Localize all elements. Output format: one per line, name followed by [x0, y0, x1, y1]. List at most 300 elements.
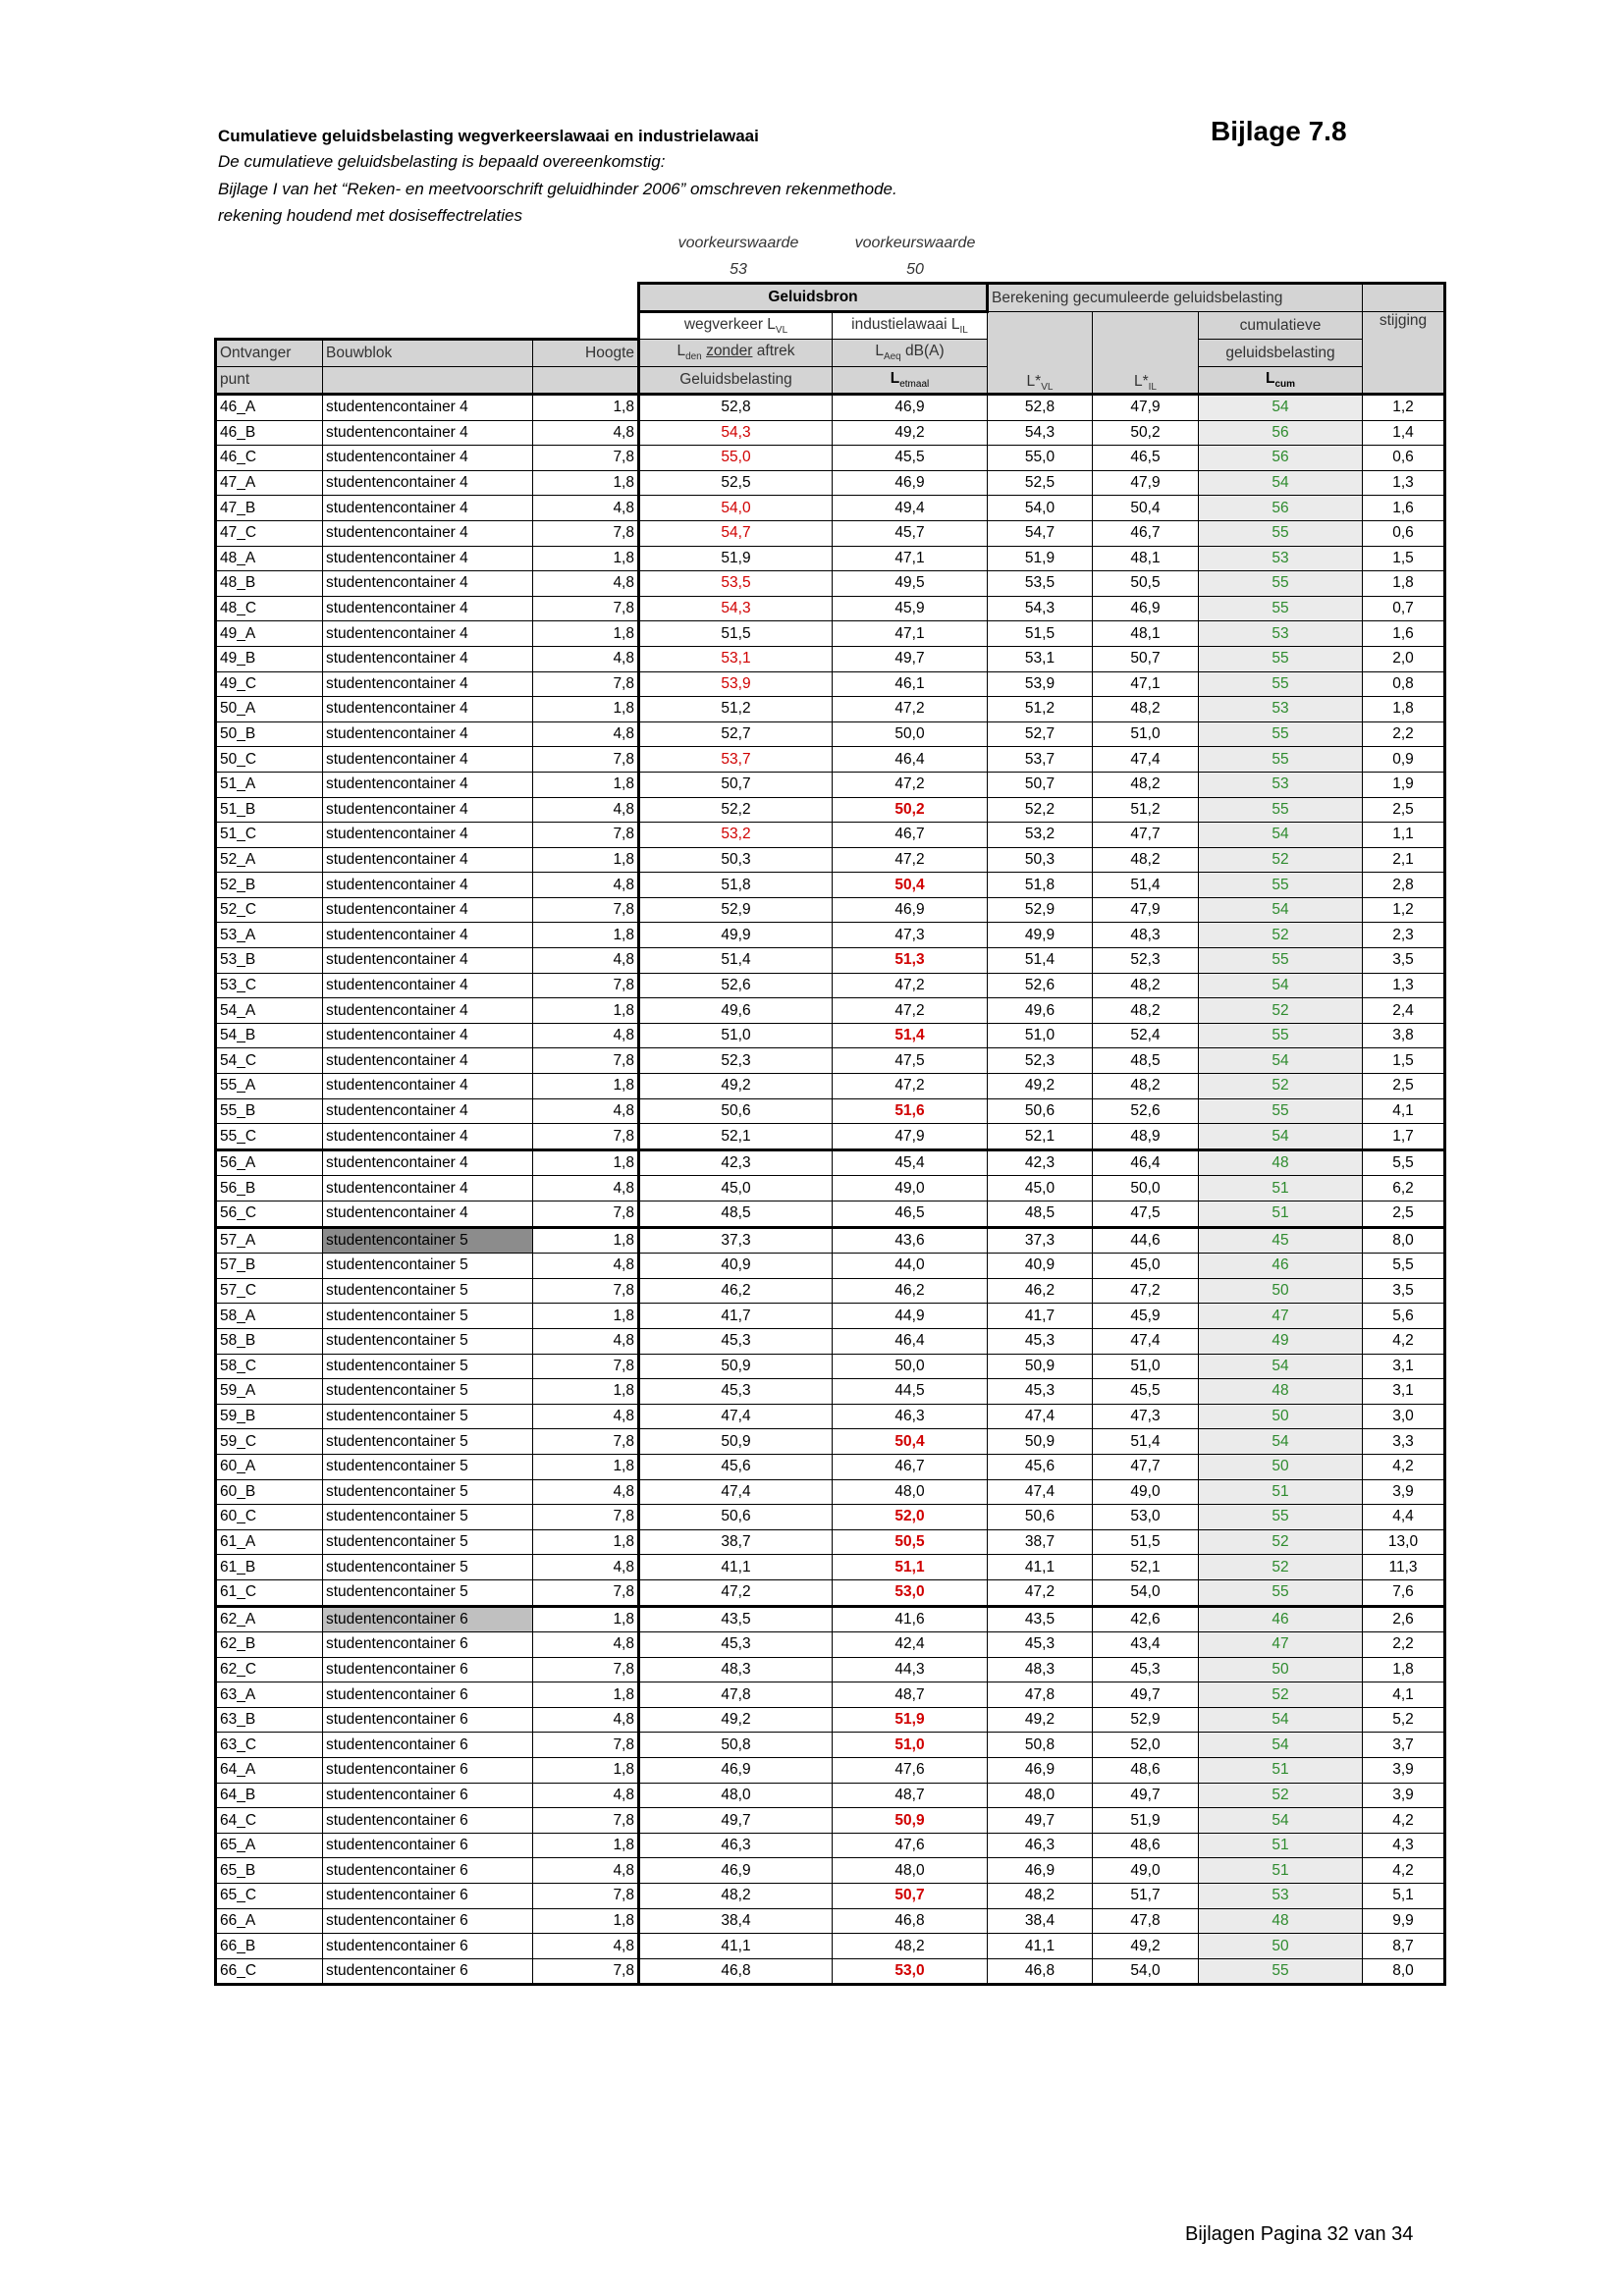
cell-hoogte: 4,8 — [533, 873, 639, 898]
cell-industrie: 49,0 — [833, 1176, 988, 1201]
cell-hoogte: 4,8 — [533, 571, 639, 597]
cell-lil: 49,7 — [1093, 1783, 1199, 1808]
cell-lcum: 52 — [1199, 1783, 1363, 1808]
cell-hoogte: 7,8 — [533, 1354, 639, 1379]
cell-lil: 52,1 — [1093, 1555, 1199, 1580]
table-row — [216, 1201, 1445, 1228]
cell-hoogte: 7,8 — [533, 1657, 639, 1682]
cell-ontvanger: 53_C — [216, 973, 323, 998]
table-row — [216, 747, 1445, 773]
cell-lcum: 47 — [1199, 1632, 1363, 1658]
cell-hoogte: 4,8 — [533, 1783, 639, 1808]
cell-wegverkeer: 41,1 — [639, 1555, 833, 1580]
cell-hoogte: 1,8 — [533, 1379, 639, 1405]
cell-lvl: 37,3 — [988, 1227, 1093, 1254]
cell-wegverkeer: 41,7 — [639, 1304, 833, 1329]
cell-lil: 47,4 — [1093, 747, 1199, 773]
cell-lvl: 46,8 — [988, 1958, 1093, 1985]
cell-hoogte: 7,8 — [533, 823, 639, 848]
cell-lvl: 53,1 — [988, 646, 1093, 671]
table-row — [216, 1098, 1445, 1124]
cell-bouwblok: studentencontainer 6 — [323, 1733, 533, 1758]
cell-bouwblok: studentencontainer 4 — [323, 1098, 533, 1124]
cell-industrie: 46,9 — [833, 470, 988, 496]
cell-stijging: 2,2 — [1363, 1632, 1445, 1658]
cell-bouwblok: studentencontainer 5 — [323, 1529, 533, 1555]
cell-ontvanger: 48_B — [216, 571, 323, 597]
cell-hoogte: 4,8 — [533, 1858, 639, 1884]
cell-ontvanger: 62_B — [216, 1632, 323, 1658]
cell-stijging: 0,7 — [1363, 596, 1445, 621]
cell-bouwblok: studentencontainer 6 — [323, 1632, 533, 1658]
cell-bouwblok: studentencontainer 5 — [323, 1454, 533, 1479]
cell-industrie: 53,0 — [833, 1579, 988, 1606]
preference-value-label-industry: voorkeurswaarde — [854, 235, 976, 251]
cell-wegverkeer: 49,6 — [639, 998, 833, 1024]
cell-ontvanger: 58_A — [216, 1304, 323, 1329]
cell-lcum: 55 — [1199, 1098, 1363, 1124]
cell-industrie: 48,7 — [833, 1682, 988, 1708]
cell-lcum: 51 — [1199, 1833, 1363, 1858]
cell-lcum: 55 — [1199, 1023, 1363, 1048]
cell-lil: 49,0 — [1093, 1858, 1199, 1884]
cell-lvl: 41,7 — [988, 1304, 1093, 1329]
cell-lvl: 53,5 — [988, 571, 1093, 597]
cell-industrie: 47,2 — [833, 847, 988, 873]
cell-lcum: 54 — [1199, 1808, 1363, 1834]
cell-industrie: 51,1 — [833, 1555, 988, 1580]
table-row — [216, 721, 1445, 747]
cell-wegverkeer: 48,0 — [639, 1783, 833, 1808]
cell-ontvanger: 50_A — [216, 697, 323, 722]
cell-industrie: 49,5 — [833, 571, 988, 597]
header-industrielawaai: industielawaai $L_{IL}$ — [833, 312, 988, 340]
cell-lvl: 46,2 — [988, 1278, 1093, 1304]
cell-bouwblok: studentencontainer 6 — [323, 1908, 533, 1934]
cell-hoogte: 4,8 — [533, 948, 639, 974]
table-row — [216, 1632, 1445, 1658]
cell-hoogte: 7,8 — [533, 1505, 639, 1530]
cell-industrie: 47,1 — [833, 621, 988, 647]
cell-lcum: 56 — [1199, 446, 1363, 471]
cell-industrie: 51,3 — [833, 948, 988, 974]
cell-hoogte: 4,8 — [533, 1098, 639, 1124]
cell-lil: 48,2 — [1093, 973, 1199, 998]
cell-lvl: 49,2 — [988, 1707, 1093, 1733]
cell-ontvanger: 54_B — [216, 1023, 323, 1048]
cell-bouwblok: studentencontainer 5 — [323, 1479, 533, 1505]
cell-stijging: 1,3 — [1363, 973, 1445, 998]
cell-hoogte: 7,8 — [533, 1733, 639, 1758]
cell-bouwblok: studentencontainer 4 — [323, 646, 533, 671]
cell-hoogte: 1,8 — [533, 1227, 639, 1254]
cell-lcum: 54 — [1199, 897, 1363, 923]
cell-lvl: 52,9 — [988, 897, 1093, 923]
cell-industrie: 51,0 — [833, 1733, 988, 1758]
cell-bouwblok: studentencontainer 6 — [323, 1657, 533, 1682]
cell-ontvanger: 62_A — [216, 1606, 323, 1632]
cell-bouwblok: studentencontainer 4 — [323, 897, 533, 923]
cell-industrie: 46,7 — [833, 823, 988, 848]
cell-lvl: 40,9 — [988, 1254, 1093, 1279]
cell-hoogte: 1,8 — [533, 1454, 639, 1479]
cell-wegverkeer: 52,2 — [639, 797, 833, 823]
cell-stijging: 2,1 — [1363, 847, 1445, 873]
table-row — [216, 420, 1445, 446]
cell-lcum: 54 — [1199, 470, 1363, 496]
cell-lil: 50,4 — [1093, 496, 1199, 521]
table-row — [216, 1304, 1445, 1329]
cell-lil: 51,9 — [1093, 1808, 1199, 1834]
cell-lil: 48,1 — [1093, 621, 1199, 647]
cell-wegverkeer: 54,7 — [639, 520, 833, 546]
cell-lcum: 55 — [1199, 1579, 1363, 1606]
cell-bouwblok: studentencontainer 4 — [323, 671, 533, 697]
cell-wegverkeer: 43,5 — [639, 1606, 833, 1632]
cell-lcum: 55 — [1199, 797, 1363, 823]
cell-lvl: 41,1 — [988, 1934, 1093, 1959]
cell-bouwblok: studentencontainer 4 — [323, 546, 533, 571]
cell-ontvanger: 51_A — [216, 772, 323, 797]
cell-industrie: 41,6 — [833, 1606, 988, 1632]
cell-ontvanger: 63_B — [216, 1707, 323, 1733]
cell-industrie: 46,7 — [833, 1454, 988, 1479]
cell-lvl: 50,6 — [988, 1505, 1093, 1530]
cell-lcum: 54 — [1199, 1733, 1363, 1758]
table-row — [216, 847, 1445, 873]
cell-ontvanger: 55_A — [216, 1074, 323, 1099]
cell-bouwblok: studentencontainer 6 — [323, 1707, 533, 1733]
table-row — [216, 1833, 1445, 1858]
cell-lcum: 52 — [1199, 998, 1363, 1024]
cell-stijging: 8,0 — [1363, 1958, 1445, 1985]
table-row — [216, 1404, 1445, 1429]
preference-value-label-road: voorkeurswaarde — [677, 235, 799, 251]
cell-industrie: 47,2 — [833, 1074, 988, 1099]
header-geluidsbelasting-weg: Geluidsbelasting — [639, 367, 833, 395]
cell-wegverkeer: 50,3 — [639, 847, 833, 873]
cell-bouwblok: studentencontainer 4 — [323, 797, 533, 823]
table-row — [216, 1124, 1445, 1150]
cell-lil: 47,5 — [1093, 1201, 1199, 1228]
cell-industrie: 50,9 — [833, 1808, 988, 1834]
cell-hoogte: 1,8 — [533, 772, 639, 797]
cell-lcum: 55 — [1199, 1958, 1363, 1985]
cell-hoogte: 1,8 — [533, 998, 639, 1024]
cell-wegverkeer: 51,9 — [639, 546, 833, 571]
cell-hoogte: 1,8 — [533, 1758, 639, 1784]
cell-stijging: 8,7 — [1363, 1934, 1445, 1959]
cell-stijging: 1,8 — [1363, 697, 1445, 722]
cell-hoogte: 7,8 — [533, 1201, 639, 1228]
subtitle-line-2: Bijlage I van het “Reken- en meetvoorschrift geluidhinder 2006” omschreven rekenmethode. — [218, 180, 897, 198]
cell-lil: 43,4 — [1093, 1632, 1199, 1658]
cell-industrie: 47,2 — [833, 973, 988, 998]
cell-stijging: 3,9 — [1363, 1783, 1445, 1808]
cell-bouwblok: studentencontainer 4 — [323, 1074, 533, 1099]
cell-stijging: 2,4 — [1363, 998, 1445, 1024]
cell-wegverkeer: 47,8 — [639, 1682, 833, 1708]
cell-lcum: 54 — [1199, 823, 1363, 848]
cell-ontvanger: 64_B — [216, 1783, 323, 1808]
cell-bouwblok: studentencontainer 6 — [323, 1958, 533, 1985]
cell-hoogte: 4,8 — [533, 1632, 639, 1658]
cell-lcum: 49 — [1199, 1328, 1363, 1354]
cell-wegverkeer: 52,5 — [639, 470, 833, 496]
cell-lil: 48,3 — [1093, 923, 1199, 948]
cell-lvl: 51,9 — [988, 546, 1093, 571]
cell-lcum: 50 — [1199, 1454, 1363, 1479]
table-row — [216, 395, 1445, 421]
cell-bouwblok: studentencontainer 6 — [323, 1682, 533, 1708]
cell-industrie: 44,0 — [833, 1254, 988, 1279]
table-row — [216, 520, 1445, 546]
cell-wegverkeer: 50,8 — [639, 1733, 833, 1758]
cell-hoogte: 4,8 — [533, 797, 639, 823]
cell-ontvanger: 65_C — [216, 1884, 323, 1909]
table-row — [216, 470, 1445, 496]
cell-industrie: 46,4 — [833, 1328, 988, 1354]
cell-wegverkeer: 46,9 — [639, 1758, 833, 1784]
cell-ontvanger: 63_A — [216, 1682, 323, 1708]
cell-lil: 48,2 — [1093, 772, 1199, 797]
cell-lil: 50,2 — [1093, 420, 1199, 446]
cell-lcum: 54 — [1199, 395, 1363, 421]
cell-ontvanger: 52_C — [216, 897, 323, 923]
cell-lvl: 54,7 — [988, 520, 1093, 546]
cell-lcum: 45 — [1199, 1227, 1363, 1254]
cell-industrie: 52,0 — [833, 1505, 988, 1530]
table-row — [216, 1783, 1445, 1808]
cell-stijging: 1,2 — [1363, 395, 1445, 421]
cell-lvl: 52,3 — [988, 1048, 1093, 1074]
cell-lvl: 38,7 — [988, 1529, 1093, 1555]
cell-stijging: 8,0 — [1363, 1227, 1445, 1254]
cell-industrie: 49,2 — [833, 420, 988, 446]
cell-bouwblok: studentencontainer 4 — [323, 1149, 533, 1176]
cell-stijging: 1,3 — [1363, 470, 1445, 496]
subtitle-line-1: De cumulatieve geluidsbelasting is bepaald overeenkomstig: — [218, 152, 666, 171]
cell-lcum: 52 — [1199, 1074, 1363, 1099]
cell-ontvanger: 49_B — [216, 646, 323, 671]
cell-hoogte: 4,8 — [533, 1404, 639, 1429]
cell-lil: 47,9 — [1093, 395, 1199, 421]
table-row — [216, 1278, 1445, 1304]
cell-ontvanger: 62_C — [216, 1657, 323, 1682]
cell-ontvanger: 53_B — [216, 948, 323, 974]
cell-hoogte: 4,8 — [533, 1176, 639, 1201]
cell-stijging: 4,2 — [1363, 1454, 1445, 1479]
cell-stijging: 3,5 — [1363, 948, 1445, 974]
cell-lcum: 50 — [1199, 1657, 1363, 1682]
cell-bouwblok: studentencontainer 5 — [323, 1304, 533, 1329]
cell-bouwblok: studentencontainer 5 — [323, 1555, 533, 1580]
cell-stijging: 3,9 — [1363, 1479, 1445, 1505]
cell-stijging: 3,7 — [1363, 1733, 1445, 1758]
cell-wegverkeer: 47,4 — [639, 1404, 833, 1429]
cell-hoogte: 1,8 — [533, 1833, 639, 1858]
cell-ontvanger: 60_B — [216, 1479, 323, 1505]
cell-lvl: 45,3 — [988, 1328, 1093, 1354]
table-row — [216, 948, 1445, 974]
cell-bouwblok: studentencontainer 4 — [323, 823, 533, 848]
cell-lcum: 50 — [1199, 1278, 1363, 1304]
cell-ontvanger: 48_A — [216, 546, 323, 571]
cell-industrie: 53,0 — [833, 1958, 988, 1985]
header-letmaal: $L_{etmaal}$ — [833, 367, 988, 395]
cell-stijging: 4,4 — [1363, 1505, 1445, 1530]
cell-bouwblok: studentencontainer 4 — [323, 470, 533, 496]
cell-lvl: 51,8 — [988, 873, 1093, 898]
cell-lcum: 51 — [1199, 1758, 1363, 1784]
cell-lil: 48,1 — [1093, 546, 1199, 571]
cell-bouwblok: studentencontainer 4 — [323, 496, 533, 521]
table-row — [216, 1379, 1445, 1405]
cell-lvl: 48,3 — [988, 1657, 1093, 1682]
cell-lcum: 54 — [1199, 1048, 1363, 1074]
cell-stijging: 5,5 — [1363, 1149, 1445, 1176]
cell-stijging: 4,2 — [1363, 1858, 1445, 1884]
cell-ontvanger: 51_B — [216, 797, 323, 823]
cell-industrie: 46,4 — [833, 747, 988, 773]
table-row — [216, 671, 1445, 697]
cell-ontvanger: 56_B — [216, 1176, 323, 1201]
cell-ontvanger: 58_B — [216, 1328, 323, 1354]
cell-lvl: 54,3 — [988, 420, 1093, 446]
cell-lvl: 46,3 — [988, 1833, 1093, 1858]
cell-industrie: 48,7 — [833, 1783, 988, 1808]
cell-stijging: 3,1 — [1363, 1379, 1445, 1405]
cell-industrie: 47,6 — [833, 1758, 988, 1784]
cell-lil: 47,9 — [1093, 470, 1199, 496]
cell-bouwblok: studentencontainer 5 — [323, 1579, 533, 1606]
cell-lvl: 53,2 — [988, 823, 1093, 848]
cell-hoogte: 7,8 — [533, 520, 639, 546]
cell-wegverkeer: 54,3 — [639, 420, 833, 446]
cell-hoogte: 7,8 — [533, 1278, 639, 1304]
header-lvl: $L*_{VL}$ — [988, 312, 1093, 395]
table-body — [216, 395, 1445, 1985]
cell-stijging: 1,8 — [1363, 1657, 1445, 1682]
cell-lcum: 48 — [1199, 1379, 1363, 1405]
cell-lil: 52,4 — [1093, 1023, 1199, 1048]
cell-industrie: 46,9 — [833, 395, 988, 421]
cell-lcum: 50 — [1199, 1404, 1363, 1429]
table-row — [216, 1858, 1445, 1884]
cell-lil: 54,0 — [1093, 1579, 1199, 1606]
table-row — [216, 923, 1445, 948]
cell-lvl: 50,7 — [988, 772, 1093, 797]
cell-lil: 48,2 — [1093, 998, 1199, 1024]
page-footer: Bijlagen Pagina 32 van 34 — [1185, 2223, 1414, 2245]
table-row — [216, 1579, 1445, 1606]
cell-industrie: 43,6 — [833, 1227, 988, 1254]
header-stijging: stijging — [1363, 312, 1445, 395]
cell-lvl: 46,9 — [988, 1758, 1093, 1784]
cell-lcum: 55 — [1199, 646, 1363, 671]
preference-value-industry: 50 — [906, 261, 924, 278]
cell-stijging: 2,5 — [1363, 1074, 1445, 1099]
cell-bouwblok: studentencontainer 5 — [323, 1404, 533, 1429]
cell-wegverkeer: 52,3 — [639, 1048, 833, 1074]
cell-stijging: 2,5 — [1363, 1201, 1445, 1228]
noise-table — [214, 282, 1446, 1986]
cell-ontvanger: 50_B — [216, 721, 323, 747]
cell-lcum: 54 — [1199, 1429, 1363, 1455]
cell-ontvanger: 52_A — [216, 847, 323, 873]
cell-bouwblok: studentencontainer 4 — [323, 747, 533, 773]
cell-stijging: 3,1 — [1363, 1354, 1445, 1379]
cell-ontvanger: 63_C — [216, 1733, 323, 1758]
table-row — [216, 1758, 1445, 1784]
cell-stijging: 1,5 — [1363, 1048, 1445, 1074]
cell-hoogte: 7,8 — [533, 1429, 639, 1455]
cell-wegverkeer: 48,2 — [639, 1884, 833, 1909]
cell-industrie: 48,0 — [833, 1479, 988, 1505]
subtitle-line-3: rekening houdend met dosiseffectrelaties — [218, 206, 522, 225]
cell-bouwblok: studentencontainer 4 — [323, 1048, 533, 1074]
cell-lil: 51,2 — [1093, 797, 1199, 823]
cell-lvl: 41,1 — [988, 1555, 1093, 1580]
table-row — [216, 897, 1445, 923]
cell-lcum: 52 — [1199, 1682, 1363, 1708]
header-lil: $L*_{IL}$ — [1093, 312, 1199, 395]
table-row — [216, 1354, 1445, 1379]
cell-lvl: 54,3 — [988, 596, 1093, 621]
cell-bouwblok: studentencontainer 5 — [323, 1227, 533, 1254]
cell-wegverkeer: 52,9 — [639, 897, 833, 923]
cell-wegverkeer: 51,8 — [639, 873, 833, 898]
cell-wegverkeer: 51,5 — [639, 621, 833, 647]
cell-lcum: 53 — [1199, 621, 1363, 647]
table-row — [216, 1048, 1445, 1074]
cell-industrie: 46,5 — [833, 1201, 988, 1228]
cell-lil: 53,0 — [1093, 1505, 1199, 1530]
cell-bouwblok: studentencontainer 4 — [323, 621, 533, 647]
cell-ontvanger: 65_B — [216, 1858, 323, 1884]
cell-lvl: 52,8 — [988, 395, 1093, 421]
cell-lvl: 47,4 — [988, 1479, 1093, 1505]
table-row — [216, 571, 1445, 597]
cell-lvl: 46,9 — [988, 1858, 1093, 1884]
cell-lcum: 54 — [1199, 1707, 1363, 1733]
cell-hoogte: 4,8 — [533, 496, 639, 521]
cell-wegverkeer: 46,9 — [639, 1858, 833, 1884]
cell-hoogte: 4,8 — [533, 721, 639, 747]
cell-stijging: 0,6 — [1363, 446, 1445, 471]
cell-lvl: 48,2 — [988, 1884, 1093, 1909]
cell-wegverkeer: 46,2 — [639, 1278, 833, 1304]
cell-industrie: 46,8 — [833, 1908, 988, 1934]
cell-lcum: 51 — [1199, 1479, 1363, 1505]
cell-stijging: 1,4 — [1363, 420, 1445, 446]
cell-lcum: 54 — [1199, 1124, 1363, 1150]
cell-lvl: 51,4 — [988, 948, 1093, 974]
cell-lcum: 52 — [1199, 1529, 1363, 1555]
cell-bouwblok: studentencontainer 4 — [323, 420, 533, 446]
cell-bouwblok: studentencontainer 5 — [323, 1328, 533, 1354]
cell-hoogte: 1,8 — [533, 1908, 639, 1934]
cell-lcum: 48 — [1199, 1149, 1363, 1176]
table-row — [216, 1074, 1445, 1099]
cell-lil: 50,7 — [1093, 646, 1199, 671]
cell-lil: 45,5 — [1093, 1379, 1199, 1405]
cell-stijging: 3,0 — [1363, 1404, 1445, 1429]
cell-hoogte: 7,8 — [533, 1808, 639, 1834]
cell-lvl: 49,7 — [988, 1808, 1093, 1834]
table-row — [216, 1606, 1445, 1632]
cell-industrie: 47,3 — [833, 923, 988, 948]
